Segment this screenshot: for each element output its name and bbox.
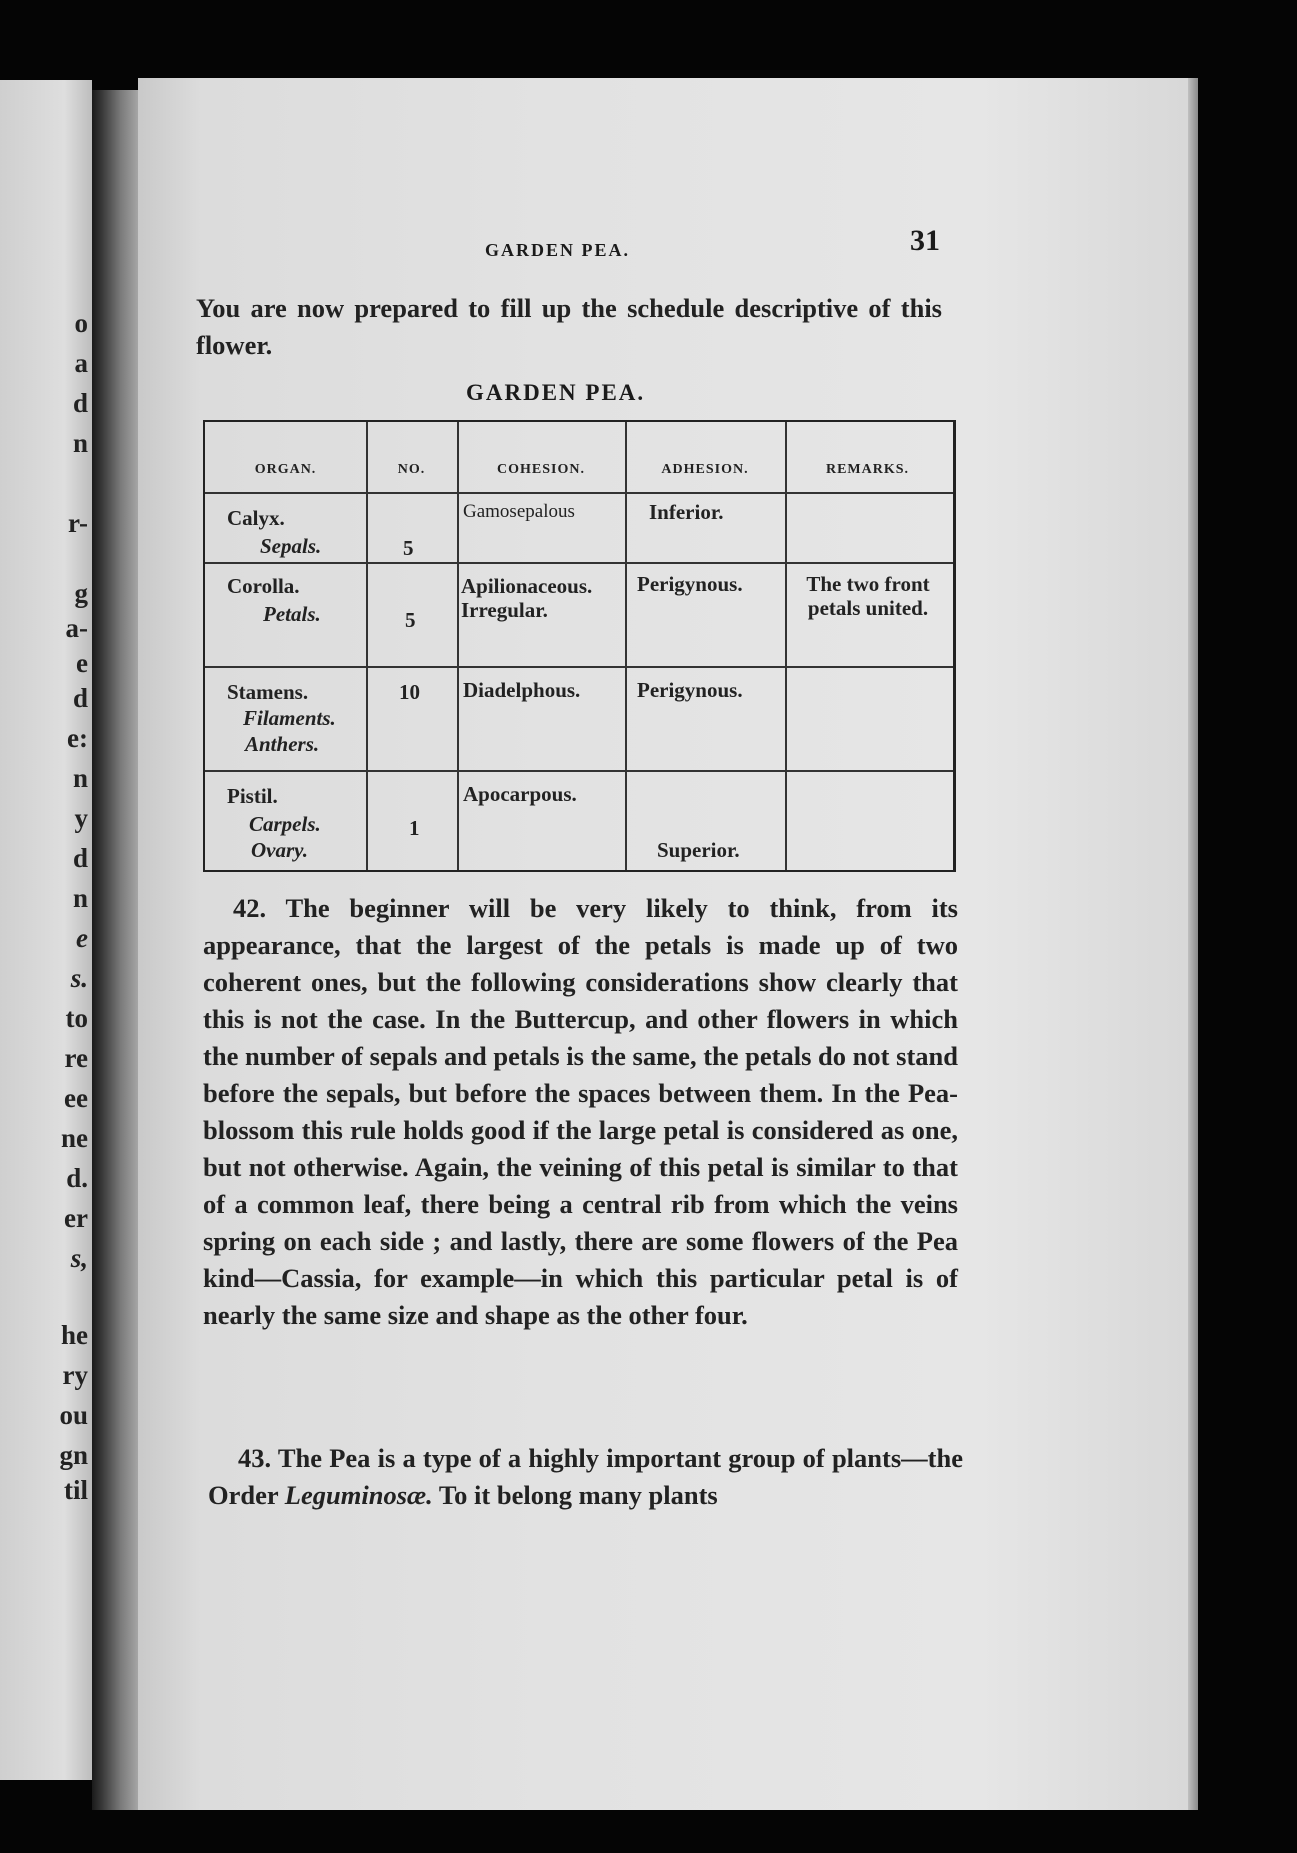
left-text-fragment: d — [72, 843, 88, 873]
left-text-fragment: d — [72, 683, 88, 713]
paragraph-42: 42. The beginner will be very likely to think, from its appearance, that the largest of the petals is made up of two coherent ones, but the following considerations show clearly that this is not the case. In the Buttercup, and other flowers in which the number of sepals and petals is the same, the petals do not stand before the sepals, but before the spaces between them. In the Pea-blossom this rule holds good if the large petal is considered as one, but not otherwise. Again, the veining of this petal is similar to that of a common leaf, there being a central rib from which the veins spring on each side ; and lastly, there are some flowers of the Pea kind—Cassia, for example—in which this particular petal is of nearly the same size and shape as the other four. — [203, 893, 958, 1330]
organ-part: Petals. — [263, 602, 321, 626]
left-text-fragment: a- — [65, 613, 88, 643]
intro-paragraph: You are now prepared to fill up the schedule descriptive of this flower. — [196, 293, 942, 360]
organ-part: Ovary. — [251, 838, 308, 862]
left-text-fragment: er — [64, 1203, 88, 1233]
left-text-fragment: n — [72, 428, 88, 458]
organ-number: 10 — [399, 680, 420, 704]
left-text-fragment: ou — [59, 1400, 88, 1430]
left-text-fragment: til — [64, 1475, 88, 1505]
organ-part: Anthers. — [245, 732, 320, 756]
organ-part: Carpels. — [249, 812, 321, 836]
left-text-fragment: o — [74, 308, 88, 338]
left-text-fragment: he — [61, 1320, 88, 1350]
column-header-remarks: REMARKS. — [825, 462, 910, 477]
left-text-fragment: e — [76, 923, 88, 953]
left-text-fragment: s, — [70, 1243, 88, 1273]
left-text-fragment: ee — [64, 1083, 88, 1113]
cohesion-value: Apilionaceous. Irregular. — [461, 574, 593, 622]
organ-name: Calyx. — [227, 506, 285, 530]
row-divider — [205, 562, 953, 564]
organ-number: 1 — [409, 816, 420, 840]
left-text-fragment: s. — [70, 963, 88, 993]
organ-name: Corolla. — [227, 574, 300, 598]
page-number: 31 — [910, 224, 940, 257]
cohesion-value: Gamosepalous — [463, 501, 575, 522]
organ-number: 5 — [405, 608, 416, 632]
left-text-fragment: a — [74, 348, 88, 378]
column-divider — [625, 422, 627, 870]
cohesion-value: Diadelphous. — [463, 678, 581, 702]
organ-part: Sepals. — [260, 534, 322, 558]
left-text-fragment: r- — [68, 508, 88, 538]
row-divider — [205, 770, 953, 772]
left-text-fragment: e — [76, 648, 88, 678]
adhesion-value: Perigynous. — [637, 572, 743, 596]
left-text-fragment: gn — [59, 1440, 88, 1470]
left-text-fragment: ry — [62, 1360, 88, 1390]
adhesion-value: Perigynous. — [637, 678, 743, 702]
left-text-fragment: n — [72, 763, 88, 793]
left-text-fragment: to — [65, 1003, 88, 1033]
table-title: GARDEN PEA. — [466, 380, 646, 405]
column-divider — [366, 422, 368, 870]
left-text-fragment: ne — [61, 1123, 88, 1153]
row-divider — [205, 666, 953, 668]
organ-number: 5 — [403, 536, 414, 560]
paragraph-43-text: 43. The Pea is a type of a highly important group of plants—the Order — [208, 1443, 963, 1510]
organ-part: Filaments. — [243, 706, 336, 730]
left-text-fragment: d — [72, 388, 88, 418]
column-divider — [785, 422, 787, 870]
left-text-fragment: d. — [66, 1163, 88, 1193]
left-text-fragment: g — [74, 578, 88, 608]
column-divider — [457, 422, 459, 870]
left-text-fragment: re — [64, 1043, 88, 1073]
column-header-adhesion: ADHESION. — [661, 462, 749, 477]
cohesion-value: Apocarpous. — [463, 782, 577, 806]
column-header-organ: ORGAN. — [254, 462, 317, 477]
adhesion-value: Inferior. — [649, 500, 724, 524]
left-text-fragment: y — [74, 803, 88, 833]
adhesion-value: Superior. — [657, 838, 740, 862]
schedule-table — [203, 420, 956, 872]
organ-name: Stamens. — [227, 680, 309, 704]
left-text-fragment: n — [72, 883, 88, 913]
left-text-fragment: e: — [67, 723, 88, 753]
column-header-no: NO. — [397, 462, 426, 477]
column-header-cohesion: COHESION. — [497, 462, 585, 477]
row-divider — [205, 492, 953, 494]
left-facing-page — [0, 80, 92, 1780]
remarks-value: The two front petals united. — [806, 572, 930, 620]
paragraph-43-italic: Leguminosæ. — [284, 1480, 433, 1510]
paragraph-43 — [208, 1440, 963, 1514]
book-gutter — [92, 90, 144, 1810]
paragraph-43-text-end: To it belong many plants — [432, 1480, 718, 1510]
organ-name: Pistil. — [227, 784, 278, 808]
running-head: GARDEN PEA. — [485, 240, 631, 260]
page-edge — [1188, 78, 1198, 1810]
